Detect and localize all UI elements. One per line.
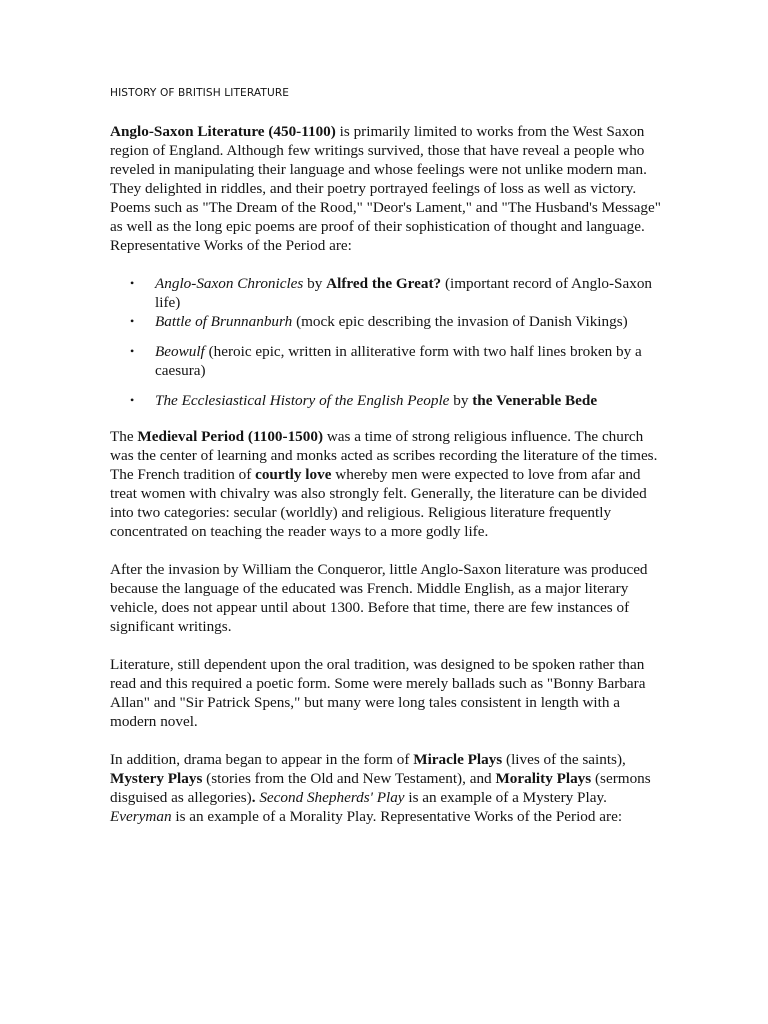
work-author: Alfred the Great? xyxy=(326,275,442,292)
invasion-paragraph: After the invasion by William the Conqueror, little Anglo-Saxon literature was produced because the language of the educated was French. Middle English, as a major literary vehicle, does not appear until about 1300. Before that time, there are few instances of significant writings. xyxy=(110,561,648,635)
bullet-icon: • xyxy=(130,276,135,290)
second-shepherds-title: Second Shepherds' Play xyxy=(259,789,405,806)
courtly-love-term: courtly love xyxy=(255,466,332,483)
list-item xyxy=(110,274,662,312)
medieval-heading: Medieval Period (1100-1500) xyxy=(137,428,324,445)
list-item xyxy=(110,342,662,380)
mystery-example-text: is an example of a Mystery Play. xyxy=(404,789,607,806)
anglo-saxon-works-list xyxy=(110,274,662,410)
bullet-icon: • xyxy=(130,344,135,358)
miracle-plays-term: Miracle Plays xyxy=(413,751,503,768)
list-item xyxy=(110,312,662,331)
work-note: (important record of Anglo-Saxon life) xyxy=(155,275,653,311)
anglo-saxon-text: is primarily limited to works from the West Saxon region of England. Although few writings survived, those that have reveal a people who reveled in manipulating their language and whose feelings were not unlike modern man. They delighted in riddles, and their poetry portrayed feelings of loss as well as victory. Poems such as "The Dream of the Rood," "Deor's Lament," and "The Husband's Message" as well as the long epic poems are proof of their sophistication of thought and language. Representative Works of the Period are: xyxy=(110,123,661,254)
oral-tradition-paragraph: Literature, still dependent upon the oral tradition, was designed to be spoken rather than read and this required a poetic form. Some were merely ballads such as "Bonny Barbara Allan" and "Sir Patrick Spens," but many were long tales consistent in length with a modern novel. xyxy=(110,656,646,730)
drama-paragraph xyxy=(110,750,662,826)
mystery-note: (stories from the Old and New Testament), and xyxy=(202,770,496,787)
document-page xyxy=(110,86,662,845)
medieval-text-1: was a time of strong religious influence. The church was the center of learning and monks acted as scribes recording the literature of the times. The French tradition of xyxy=(110,428,658,483)
work-title: Beowulf xyxy=(155,343,205,360)
bullet-icon: • xyxy=(130,314,135,328)
mystery-plays-term: Mystery Plays xyxy=(110,770,203,787)
document-title: HISTORY OF BRITISH LITERATURE xyxy=(110,87,290,99)
anglo-saxon-heading: Anglo-Saxon Literature (450-1100) xyxy=(110,123,336,140)
drama-intro: In addition, drama began to appear in the form of xyxy=(110,751,414,768)
work-title: Anglo-Saxon Chronicles xyxy=(155,275,304,292)
morality-note: (sermons disguised as allegories) xyxy=(110,770,651,806)
bullet-icon: • xyxy=(130,393,135,407)
anglo-saxon-paragraph xyxy=(110,122,662,255)
work-title: The Ecclesiastical History of the English People xyxy=(155,392,450,409)
work-author: the Venerable Bede xyxy=(472,392,598,409)
work-note: (mock epic describing the invasion of Danish Vikings) xyxy=(292,313,628,330)
morality-plays-term: Morality Plays xyxy=(495,770,592,787)
miracle-note: (lives of the saints), xyxy=(502,751,626,768)
work-title: Battle of Brunnanburh xyxy=(155,313,293,330)
work-by: by xyxy=(449,392,473,409)
sentence-period: . xyxy=(251,789,256,806)
morality-example-text: is an example of a Morality Play. Representative Works of the Period are: xyxy=(171,808,623,825)
medieval-paragraph xyxy=(110,427,662,541)
everyman-title: Everyman xyxy=(110,808,172,825)
medieval-text-2: whereby men were expected to love from afar and treat women with chivalry was also strongly felt. Generally, the literature can be divided into two categories: secular (worldly) and religious. Religious literature frequently concentrated on teaching the reader ways to a more godly life. xyxy=(110,466,647,540)
work-by: by xyxy=(303,275,327,292)
work-note: (heroic epic, written in alliterative form with two half lines broken by a caesura) xyxy=(155,343,642,379)
list-item xyxy=(110,391,662,410)
medieval-the: The xyxy=(110,428,138,445)
